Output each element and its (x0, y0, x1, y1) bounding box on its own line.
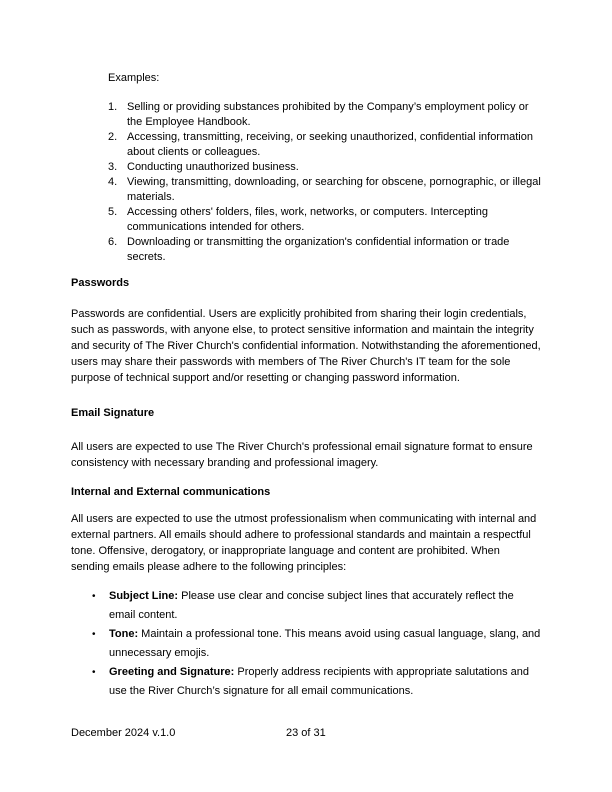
numbered-list-item (108, 175, 541, 205)
bullet-item-text (109, 625, 541, 663)
numbered-list-item (108, 130, 541, 160)
section-heading-communications: Internal and External communications (71, 486, 271, 498)
bullet-icon: • (92, 591, 96, 602)
bullet-item-body: Please use clear and concise subject lines that accurately reflect the email content. (109, 590, 514, 621)
list-item-number: 5. (108, 206, 118, 218)
list-item-number: 2. (108, 131, 118, 143)
list-item-text: Selling or providing substances prohibited by the Company’s employment policy or the Employee Handbook. (127, 101, 529, 128)
bullet-list (92, 587, 541, 701)
section-body-passwords: Passwords are confidential. Users are explicitly prohibited from sharing their login credentials, such as passwords, with anyone else, to protect sensitive information and maintain the integrity and security of The River Church's confidential information. Notwithstanding the aforementioned, users may share their passwords with members of The River Church's IT team for the sole purpose of technical support and/or resetting or changing password information. (71, 308, 541, 384)
list-item-number: 1. (108, 101, 118, 113)
bullet-icon: • (92, 629, 96, 640)
bullet-item-lead: Tone: (109, 628, 139, 640)
section-heading-passwords: Passwords (71, 277, 130, 289)
bullet-list-item (92, 663, 541, 701)
numbered-list-item (108, 205, 541, 235)
numbered-list-item (108, 160, 541, 175)
bullet-item-lead: Greeting and Signature: (109, 666, 235, 678)
bullet-item-text (109, 587, 541, 625)
bullet-item-body: Maintain a professional tone. This means avoid using casual language, slang, and unnecessary emojis. (109, 628, 541, 659)
section-body-email-signature: All users are expected to use The River Church's professional email signature format to ensure consistency with necessary branding and professional imagery. (71, 441, 533, 469)
list-item-text: Downloading or transmitting the organization's confidential information or trade secrets. (127, 236, 510, 263)
bullet-list-item (92, 587, 541, 625)
bullet-item-body: Properly address recipients with appropriate salutations and use the River Church’s signature for all email communications. (109, 666, 530, 697)
bullet-item-text (109, 663, 541, 701)
numbered-list-item (108, 235, 541, 265)
list-item-text: Viewing, transmitting, downloading, or searching for obscene, pornographic, or illegal materials. (127, 176, 541, 203)
list-item-text: Accessing others' folders, files, work, networks, or computers. Intercepting communications intended for others. (127, 206, 488, 233)
numbered-list-item (108, 100, 541, 130)
list-item-number: 6. (108, 236, 118, 248)
list-item-text: Conducting unauthorized business. (127, 161, 299, 173)
bullet-icon: • (92, 667, 96, 678)
bullet-list-item (92, 625, 541, 663)
section-body-communications: All users are expected to use the utmost professionalism when communicating with internal and external partners. All emails should adhere to professional standards and maintain a respectful tone. Offensive, derogatory, or inappropriate language and content are prohibited. When sending emails please adhere to the following principles: (71, 513, 537, 573)
footer-page-number: 23 of 31 (286, 727, 326, 739)
list-item-number: 4. (108, 176, 118, 188)
list-item-number: 3. (108, 161, 118, 173)
intro-label: Examples: (108, 72, 160, 84)
footer-version-label: December 2024 v.1.0 (71, 727, 176, 739)
section-heading-email-signature: Email Signature (71, 407, 155, 419)
list-item-text: Accessing, transmitting, receiving, or seeking unauthorized, confidential information about clients or colleagues. (127, 131, 533, 158)
bullet-item-lead: Subject Line: (109, 590, 179, 602)
numbered-list (108, 100, 541, 265)
